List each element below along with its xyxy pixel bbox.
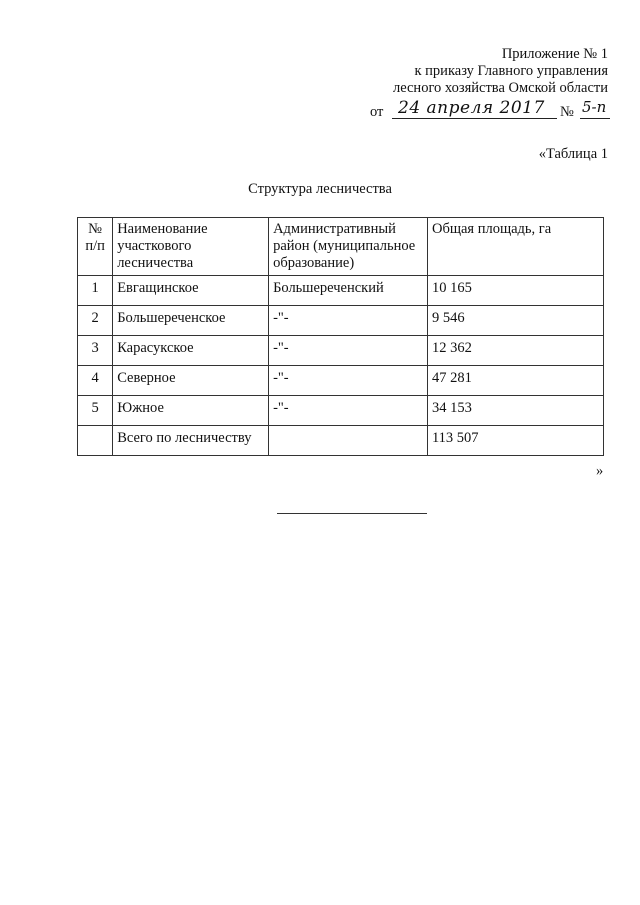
closing-quote: »: [596, 463, 604, 479]
appendix-order-ref: к приказу Главного управления: [414, 63, 608, 79]
table-row: [78, 306, 604, 336]
row-number: 4: [78, 366, 113, 396]
date-prefix: от: [370, 104, 384, 120]
total-empty-region-cell: [269, 426, 428, 456]
row-number: 1: [78, 276, 113, 306]
row-forestry-name: Южное: [113, 396, 269, 426]
total-area: 113 507: [427, 426, 603, 456]
end-divider: [277, 513, 427, 514]
row-admin-region: -"-: [269, 396, 428, 426]
table-row: [78, 366, 604, 396]
header-cell-number: № п/п: [78, 218, 113, 276]
table-total-row: [78, 426, 604, 456]
appendix-number: Приложение № 1: [501, 46, 608, 62]
row-admin-region: -"-: [269, 336, 428, 366]
row-area: 12 362: [427, 336, 603, 366]
row-forestry-name: Большереченское: [113, 306, 269, 336]
row-number: 5: [78, 396, 113, 426]
handwritten-date: 24 апреля 2017: [398, 98, 545, 118]
header-cell-total-area: Общая площадь, га: [427, 218, 603, 276]
total-empty-number-cell: [78, 426, 113, 456]
handwritten-number: 5-п: [582, 98, 607, 116]
document-title: Структура лесничества: [248, 181, 392, 197]
table-label: «Таблица 1: [538, 146, 608, 162]
number-underline: [580, 118, 610, 119]
row-area: 34 153: [427, 396, 603, 426]
table-header-row: [78, 218, 604, 276]
row-forestry-name: Северное: [113, 366, 269, 396]
row-area: 10 165: [427, 276, 603, 306]
appendix-header: [393, 46, 608, 97]
total-label: Всего по лесничеству: [113, 426, 269, 456]
row-forestry-name: Карасукское: [113, 336, 269, 366]
table-row: [78, 396, 604, 426]
number-prefix: №: [560, 104, 574, 120]
row-forestry-name: Евгащинское: [113, 276, 269, 306]
row-admin-region: -"-: [269, 366, 428, 396]
row-area: 9 546: [427, 306, 603, 336]
row-admin-region: Большереченский: [269, 276, 428, 306]
forestry-structure-table: [77, 217, 604, 456]
row-area: 47 281: [427, 366, 603, 396]
date-underline: [392, 118, 557, 119]
appendix-authority: лесного хозяйства Омской области: [392, 80, 608, 96]
header-cell-district-forestry: Наименование участкового лесничества: [113, 218, 269, 276]
row-admin-region: -"-: [269, 306, 428, 336]
table-row: [78, 336, 604, 366]
order-date-number-row: [370, 100, 610, 124]
row-number: 3: [78, 336, 113, 366]
row-number: 2: [78, 306, 113, 336]
table-row: [78, 276, 604, 306]
header-cell-admin-region: Административный район (муниципальное образование): [269, 218, 428, 276]
